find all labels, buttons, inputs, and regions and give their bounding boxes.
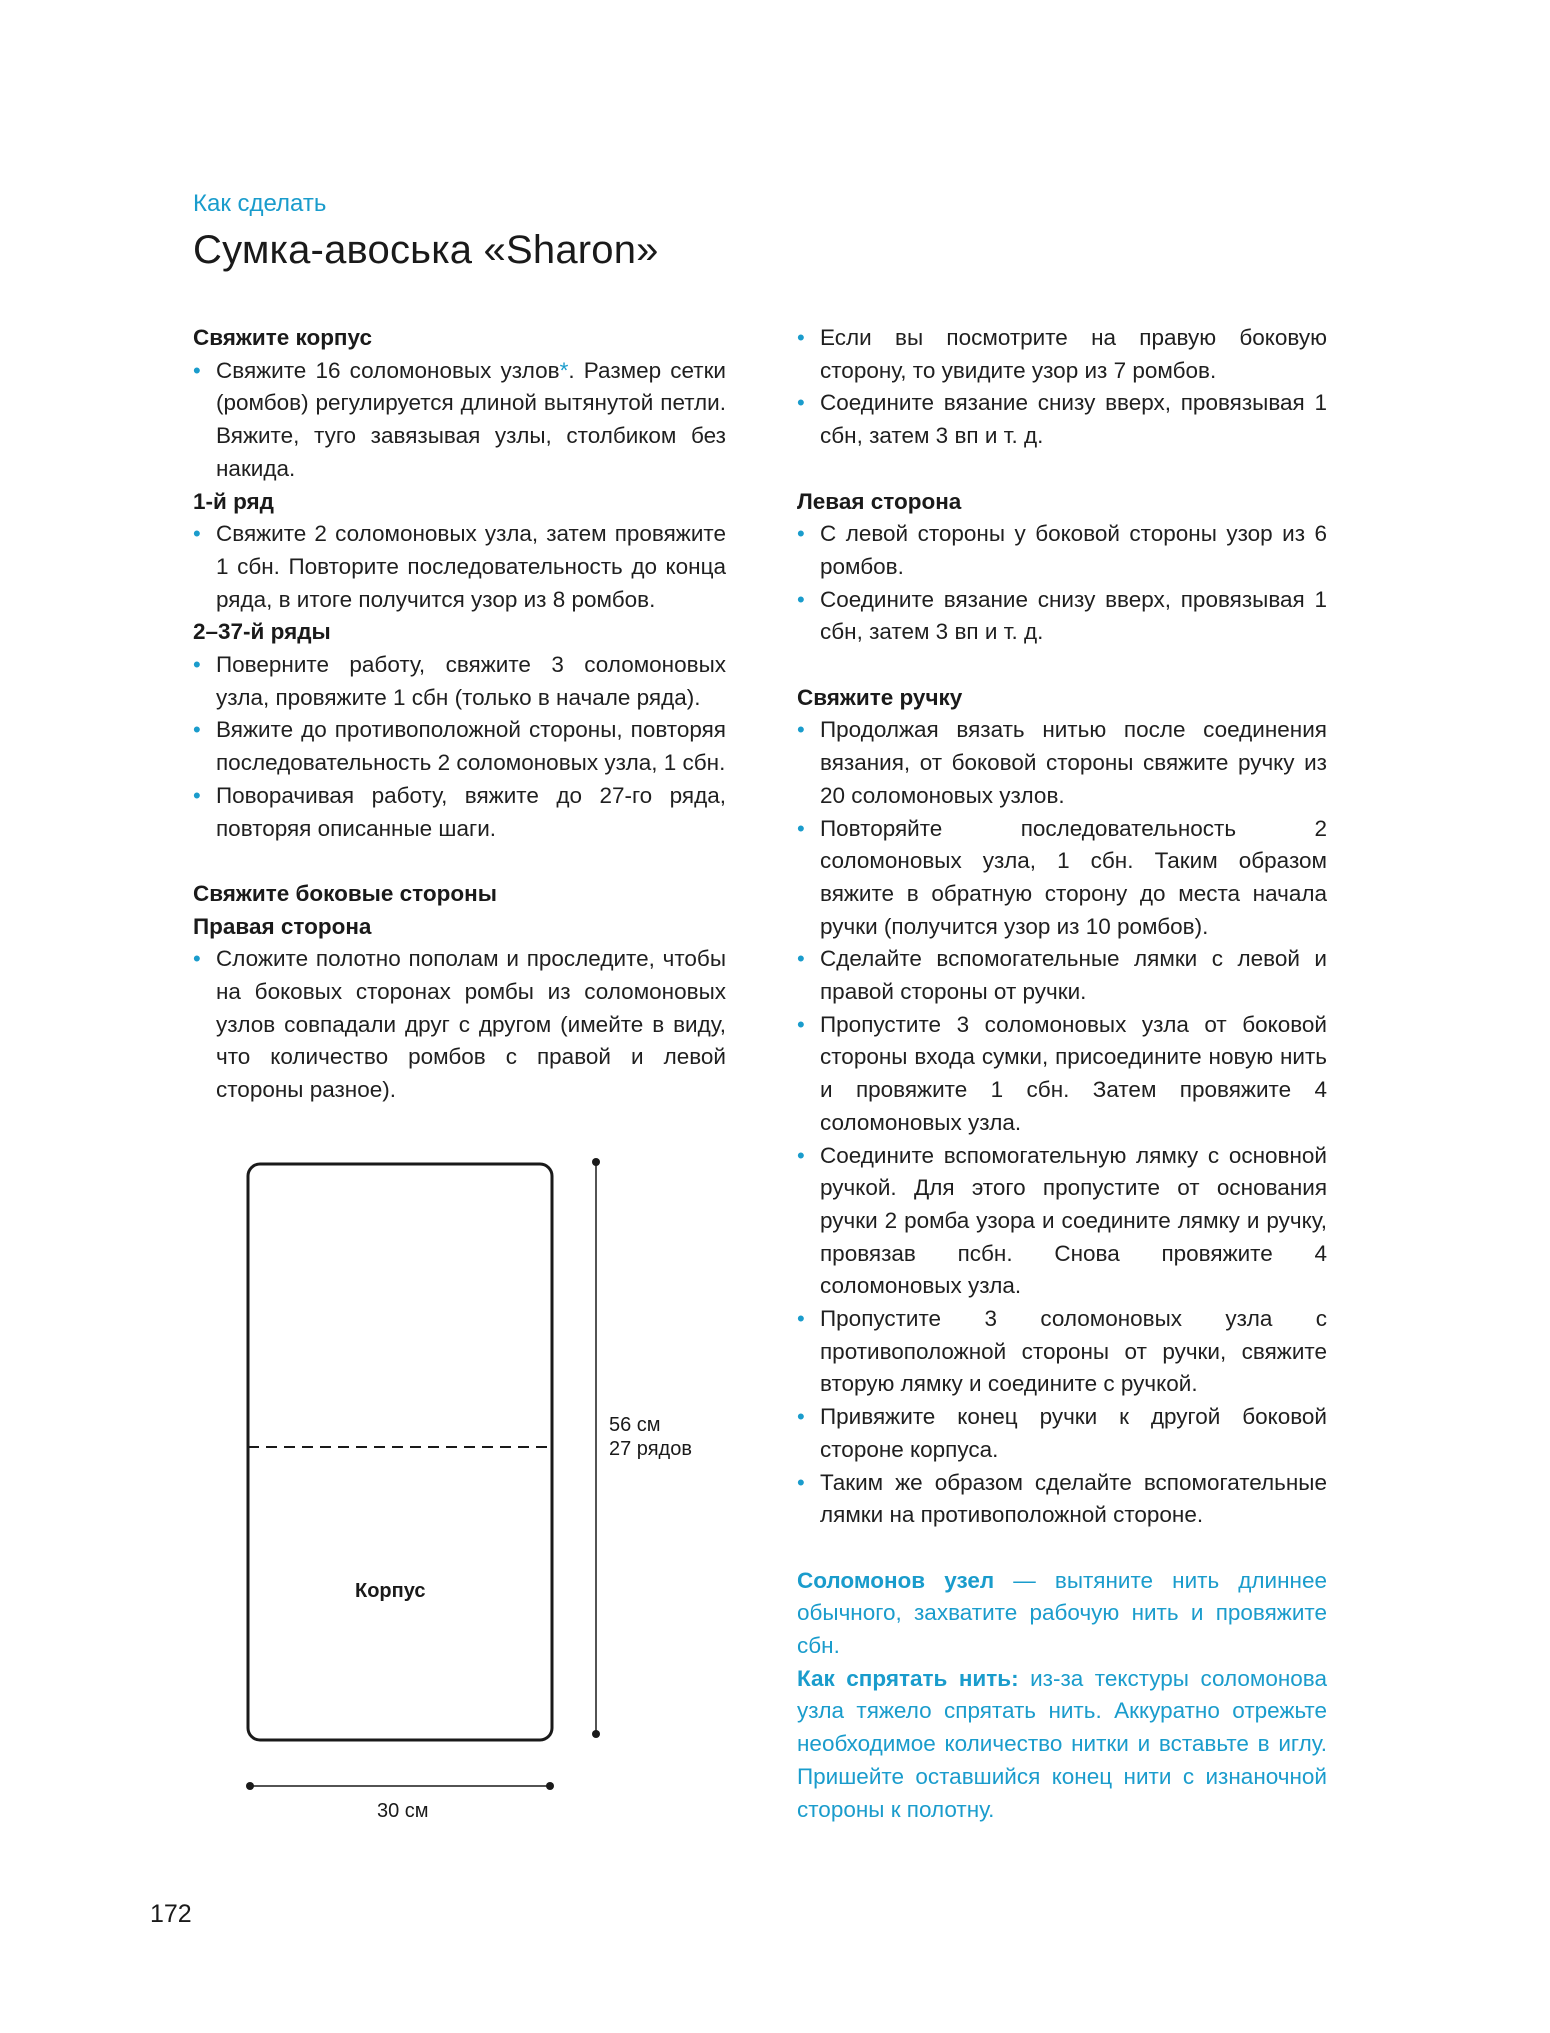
- bullet-icon: •: [193, 521, 201, 547]
- bullet-text: Соедините вязание снизу вверх, провязывая 1 сбн, затем 3 вп и т. д.: [820, 586, 1327, 645]
- height-dimension-end: [592, 1730, 600, 1738]
- bullet-icon: •: [797, 1306, 805, 1332]
- bullet-icon: •: [193, 946, 201, 972]
- bullet-text: С левой стороны у боковой стороны узор из 6 ромбов.: [820, 521, 1327, 579]
- bullet-icon: •: [797, 1469, 805, 1495]
- note-text: — вытяните нить длиннее обычного, захватите рабочую нить и провяжите сбн.: [797, 1567, 1327, 1659]
- bullet-icon: •: [193, 357, 201, 383]
- bullet-icon: •: [797, 946, 805, 972]
- bullet-icon: •: [193, 652, 201, 678]
- bullet-icon: •: [797, 325, 805, 350]
- list-item: [797, 1467, 1327, 1532]
- note-term: Как спрятать нить:: [797, 1665, 1019, 1691]
- handle-heading: Свяжите ручку: [797, 684, 963, 710]
- bullet-text: Поворачивая работу, вяжите до 27-го ряда, повторяя описанные шаги.: [216, 782, 726, 841]
- list-item: [797, 1303, 1327, 1401]
- left-side-heading: Левая сторона: [797, 488, 962, 514]
- list-item: [193, 780, 726, 845]
- bullet-text: Пропустите 3 соломоновых узла от боковой стороны входа сумки, присоедините новую нить и провяжите 1 сбн. Затем провяжите 4 соломоновых узла.: [820, 1011, 1327, 1135]
- bullet-icon: •: [797, 521, 805, 547]
- list-item: [797, 584, 1327, 649]
- bullet-text: Сделайте вспомогательные лямки с левой и правой стороны от ручки.: [820, 946, 1327, 1005]
- width-label: 30 см: [377, 1800, 429, 1822]
- height-label: 56 см: [609, 1414, 661, 1436]
- diagram-graphic: [230, 1150, 730, 1840]
- bullet-text: Привяжите конец ручки к другой боковой стороне корпуса.: [820, 1404, 1327, 1462]
- bullet-icon: •: [797, 390, 805, 416]
- bullet-icon: •: [193, 717, 201, 743]
- bullet-icon: •: [797, 1404, 805, 1430]
- body-label: Корпус: [355, 1580, 426, 1602]
- list-item: [797, 1140, 1327, 1304]
- list-item: [193, 943, 726, 1107]
- bullet-icon: •: [797, 815, 805, 841]
- bullet-icon: •: [797, 717, 805, 743]
- bullet-icon: •: [797, 1142, 805, 1168]
- rows-heading: 2–37-й ряды: [193, 619, 331, 645]
- right-side-heading: Правая сторона: [193, 913, 372, 939]
- section-kicker: Как сделать: [193, 190, 327, 217]
- bullet-text: Если вы посмотрите на правую боковую сторону, то увидите узор из 7 ромбов.: [820, 325, 1327, 383]
- list-item: [193, 714, 726, 779]
- list-item: [797, 813, 1327, 944]
- note-hide-yarn: [797, 1663, 1327, 1827]
- right-column: [797, 322, 1327, 1826]
- list-item: [193, 649, 726, 714]
- row1-heading: 1-й ряд: [193, 488, 274, 514]
- bullet-text: Соедините вспомогательную лямку с основной ручкой. Для этого пропустите от основания ручки 2 ромба узора и соедините лямку и ручку, провязав псбн. Снова провяжите 4 соломоновых узла.: [820, 1142, 1327, 1299]
- bullet-text: Поверните работу, свяжите 3 соломоновых узла, провяжите 1 сбн (только в начале ряда).: [216, 652, 726, 710]
- note-term: Соломонов узел: [797, 1567, 995, 1593]
- left-column: [193, 322, 726, 1107]
- list-item: [797, 714, 1327, 812]
- bullet-icon: •: [193, 782, 201, 808]
- rows-label: 27 рядов: [609, 1438, 692, 1460]
- bullet-icon: •: [797, 1011, 805, 1037]
- page-title: Сумка-авоська «Sharon»: [193, 228, 659, 272]
- list-item: [193, 355, 726, 486]
- note-text: из-за текстуры соломонова узла тяжело спрятать нить. Аккуратно отрежьте необходимое количество нитки и вставьте в иглу. Пришейте оставшийся конец нити с изнаночной стороны к полотну.: [797, 1665, 1327, 1822]
- bag-body-diagram: [230, 1150, 730, 1840]
- list-item: [797, 1401, 1327, 1466]
- list-item: [797, 387, 1327, 452]
- bullet-text: Пропустите 3 соломоновых узла с противоположной стороны от ручки, свяжите вторую лямку и соедините с ручкой.: [820, 1306, 1327, 1397]
- list-item: [797, 943, 1327, 1008]
- bullet-text: Свяжите 16 соломоновых узлов: [216, 357, 560, 383]
- bullet-icon: •: [797, 586, 805, 612]
- note-solomon-knot: [797, 1565, 1327, 1663]
- body-heading: Свяжите корпус: [193, 325, 372, 350]
- bullet-text: Свяжите 2 соломоновых узла, затем провяжите 1 сбн. Повторите последовательность до конца ряда, в итоге получится узор из 8 ромбов.: [216, 521, 726, 612]
- bullet-text: Соедините вязание снизу вверх, провязывая 1 сбн, затем 3 вп и т. д.: [820, 390, 1327, 449]
- sides-heading: Свяжите боковые стороны: [193, 880, 497, 906]
- list-item: [193, 518, 726, 616]
- height-dimension-start: [592, 1158, 600, 1166]
- width-dimension-start: [246, 1782, 254, 1790]
- bullet-text: Таким же образом сделайте вспомогательные лямки на противоположной стороне.: [820, 1469, 1327, 1528]
- bullet-text: Вяжите до противоположной стороны, повторяя последовательность 2 соломоновых узла, 1 сбн.: [216, 717, 726, 776]
- bullet-text: Продолжая вязать нитью после соединения вязания, от боковой стороны свяжите ручку из 20 соломоновых узлов.: [820, 717, 1327, 808]
- footnote-star: *: [559, 357, 569, 383]
- list-item: [797, 322, 1327, 387]
- bullet-text: . Размер сетки (ромбов) регулируется длиной вытянутой петли. Вяжите, туго завязывая узлы, столбиком без накида.: [216, 357, 726, 481]
- list-item: [797, 518, 1327, 583]
- bullet-text: Сложите полотно пополам и проследите, чтобы на боковых сторонах ромбы из соломоновых узлов совпадали друг с другом (имейте в виду, что количество ромбов с правой и левой стороны разное).: [216, 946, 726, 1103]
- width-dimension-end: [546, 1782, 554, 1790]
- bullet-text: Повторяйте последовательность 2 соломоновых узла, 1 сбн. Таким образом вяжите в обратную сторону до места начала ручки (получится узор из 10 ромбов).: [820, 815, 1327, 939]
- list-item: [797, 1009, 1327, 1140]
- body-outline: [248, 1164, 552, 1740]
- page-number: 172: [150, 1900, 192, 1928]
